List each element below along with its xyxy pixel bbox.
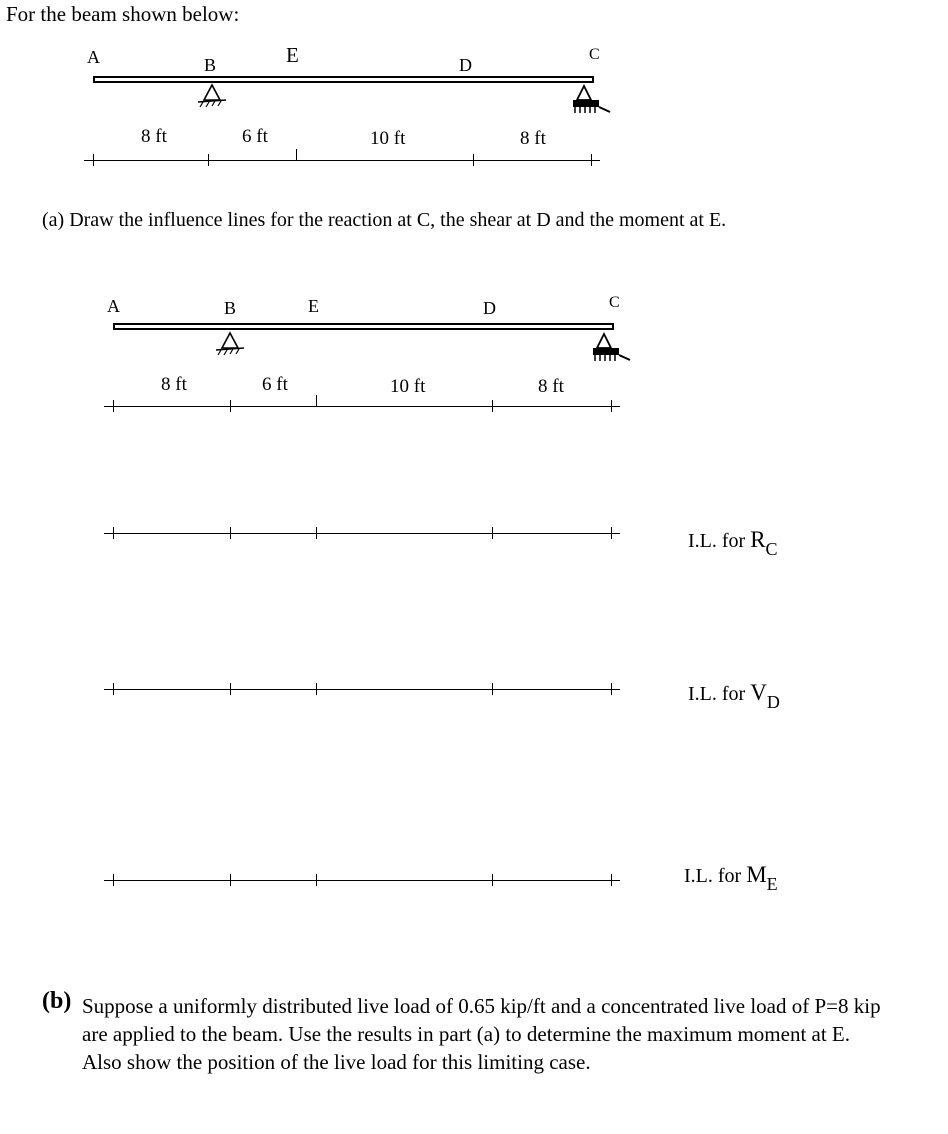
pin-support-icon xyxy=(196,82,230,116)
point-label-e: E xyxy=(286,43,299,67)
span-ab: 8 ft xyxy=(141,126,167,147)
point-label-a: A xyxy=(87,47,100,67)
question-a: (a) Draw the influence lines for the reaction at C, the shear at D and the moment at E. xyxy=(42,209,727,231)
question-b-text: Suppose a uniformly distributed live load of 0.65 kip/ft and a concentrated live load of P=8 kip are applied to the beam. Use the results in part (a) to determine the maximum moment at E. Also show the position of the live load for this limiting case. xyxy=(82,994,881,1074)
span-dc: 8 ft xyxy=(538,376,564,397)
point-label-b: B xyxy=(204,55,217,75)
span-be: 6 ft xyxy=(242,126,268,147)
question-b-label: (b) xyxy=(42,988,72,1014)
span-ed: 10 ft xyxy=(390,376,426,397)
point-label-d: D xyxy=(459,55,472,75)
il-label-vd: I.L. for VD xyxy=(688,680,780,712)
span-ed: 10 ft xyxy=(370,128,406,149)
point-label-c: C xyxy=(609,294,620,311)
point-label-e: E xyxy=(308,296,319,316)
intro-text: For the beam shown below: xyxy=(6,2,240,26)
beam xyxy=(93,76,594,83)
point-label-c: C xyxy=(589,46,600,63)
fixed-support-icon xyxy=(590,332,634,366)
span-ab: 8 ft xyxy=(161,374,187,395)
beam xyxy=(113,323,614,330)
pin-support-icon xyxy=(214,330,248,364)
span-be: 6 ft xyxy=(262,374,288,395)
il-label-me: I.L. for ME xyxy=(684,862,778,894)
point-label-d: D xyxy=(483,298,496,318)
il-label-rc: I.L. for RC xyxy=(688,527,778,559)
point-label-a: A xyxy=(107,296,120,316)
point-label-b: B xyxy=(224,298,237,318)
span-dc: 8 ft xyxy=(520,128,546,149)
fixed-support-icon xyxy=(570,84,614,118)
